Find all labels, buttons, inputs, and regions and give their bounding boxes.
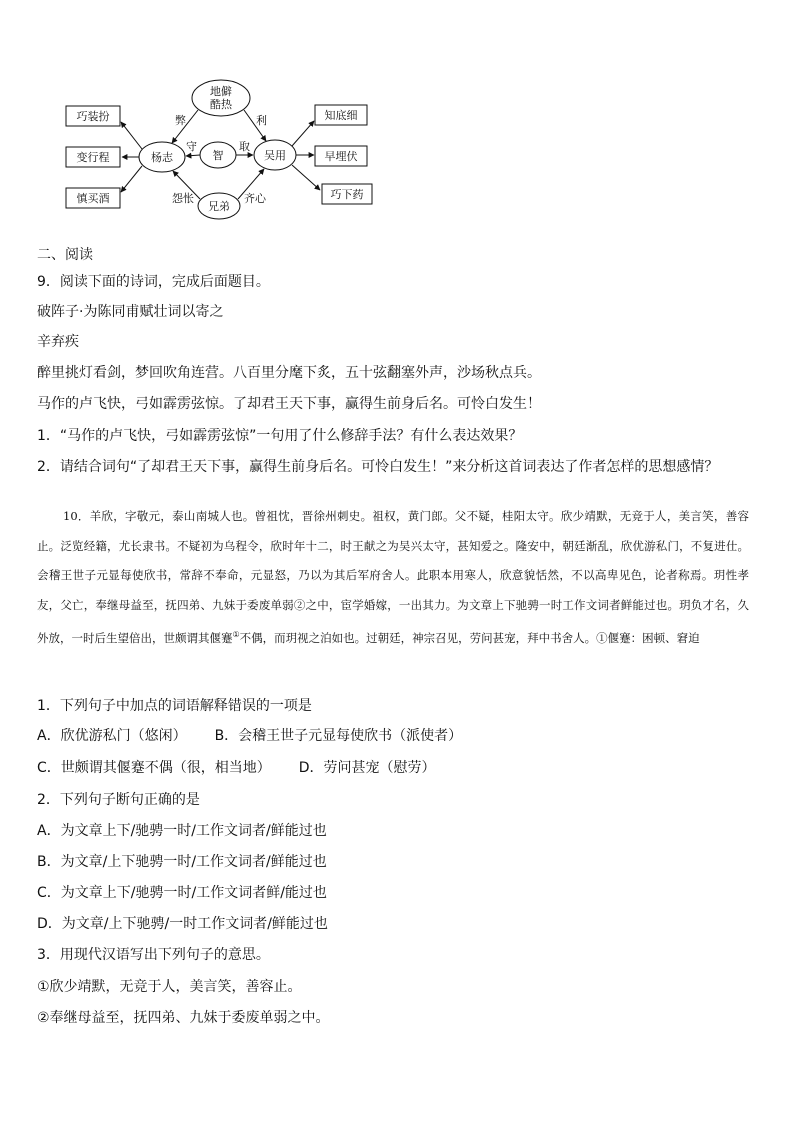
q9-subquestion-2: 2．请结合词句“了却君王天下事，赢得生前身后名。可怜白发生！”来分析这首词表达了作者怎样的思想感情？ xyxy=(37,459,719,475)
arrow-left-1 xyxy=(121,122,142,149)
q10-passage-end: 不偶，而玥视之泊如也。过朝廷，神宗召见，劳问甚宠，拜中书舍人。①偃蹇：困顿、窘迫 xyxy=(239,631,700,646)
poem-line-1: 醉里挑灯看剑，梦回吹角连营。八百里分麾下炙，五十弦翻塞外声，沙场秋点兵。 xyxy=(37,365,541,381)
q10-passage-text: 10．羊欣，字敬元，泰山南城人也。曾祖忱，晋徐州刺史。祖权，黄门郎。父不疑，桂阳太守。欣少靖默，无竞于人，美言笑，善容止。泛览经籍，尤长隶书。不疑初为乌程令，欣时年十二，时王献之为吴兴太守，甚知爱之。隆安中，朝廷渐乱，欣优游私门，不复进仕。会稽王世子元显每使欣书，常辞不奉命，元显怒，乃以为其后军府舍人。此职本用寒人，欣意貌恬然，不以高卑见色，论者称焉。玥性孝友，父亡，奉继母益至，抚四弟、九妹于委废单弱②之中，宦学婚嫁，一出其力。为文章上下驰骋一时工作文词者鲜能过也。玥负才名，久外放，一时后生望倍出，世颇谓其偃蹇 xyxy=(37,509,749,646)
right-item-3: 巧下药 xyxy=(330,188,364,201)
top-node-line1: 地僻 xyxy=(210,85,232,98)
right-item-1: 知底细 xyxy=(324,109,358,122)
option-2b: B．为文章/上下驰骋一时/工作文词者/鲜能过也 xyxy=(37,854,327,870)
sentence-1: ①欣少靖默，无竞于人，美言笑，善容止。 xyxy=(37,979,302,995)
left-item-2: 变行程 xyxy=(76,151,110,164)
section-title: 二、阅读 xyxy=(37,247,93,263)
option-2c: C．为文章上下/驰骋一时/工作文词者鲜/能过也 xyxy=(37,885,327,901)
q10-subquestion-3: 3．用现代汉语写出下列句子的意思。 xyxy=(37,947,270,963)
arrow-right-3 xyxy=(292,165,320,190)
arrow-shou xyxy=(186,155,200,156)
sentence-2: ②奉继母益至，抚四弟、九妹于委废单弱之中。 xyxy=(37,1010,330,1026)
option-1b: B．会稽王世子元显每使欣书（派使者） xyxy=(214,728,463,744)
edge-label-bi: 弊 xyxy=(175,114,186,127)
edge-label-qixin: 齐心 xyxy=(244,192,266,205)
option-2a: A．为文章上下/驰骋一时/工作文词者/鲜能过也 xyxy=(37,823,327,839)
poem-title: 破阵子·为陈同甫赋壮词以寄之 xyxy=(37,304,224,320)
poem-author: 辛弃疾 xyxy=(37,334,79,350)
q10-subquestion-2: 2．下列句子断句正确的是 xyxy=(37,792,200,808)
top-node-line2: 酷热 xyxy=(210,98,232,111)
edge-label-qu: 取 xyxy=(239,140,250,153)
q9-prompt: 9．阅读下面的诗词，完成后面题目。 xyxy=(37,274,270,290)
arrow-left-3 xyxy=(121,166,142,192)
footnote-mark: ① xyxy=(232,630,240,640)
right-item-2: 早埋伏 xyxy=(324,150,358,163)
q10-options-row-2 xyxy=(37,759,436,777)
option-1c: C．世颇谓其偃蹇不偶（很，相当地） xyxy=(37,760,271,776)
concept-diagram xyxy=(60,78,380,220)
edge-label-yuanchang: 怨怅 xyxy=(172,192,194,205)
right-hub-label: 吴用 xyxy=(264,149,286,162)
poem-line-2: 马作的卢飞快，弓如霹雳弦惊。了却君王天下事，赢得生前身后名。可怜白发生！ xyxy=(37,396,541,412)
q10-options-row-1 xyxy=(37,727,462,745)
arrow-right-1 xyxy=(292,121,314,146)
q10-subquestion-1: 1．下列句子中加点的词语解释错误的一项是 xyxy=(37,698,312,714)
q9-subquestion-1: 1．“马作的卢飞快，弓如霹雳弦惊”一句用了什么修辞手法？有什么表达效果？ xyxy=(37,428,523,444)
left-item-1: 巧装扮 xyxy=(76,110,110,123)
left-item-3: 慎买酒 xyxy=(76,192,110,205)
bottom-node-label: 兄弟 xyxy=(208,200,230,213)
q10-passage xyxy=(37,502,749,654)
edge-label-shou: 守 xyxy=(186,140,197,153)
edge-label-li: 利 xyxy=(256,114,267,127)
option-1a: A．欣优游私门（悠闲） xyxy=(37,728,187,744)
option-2d: D．为文章/上下驰骋/一时工作文词者/鲜能过也 xyxy=(37,916,328,932)
center-node-label: 智 xyxy=(212,149,224,162)
option-1d: D．劳问甚宠（慰劳） xyxy=(298,760,436,776)
left-hub-label: 杨志 xyxy=(151,151,173,164)
